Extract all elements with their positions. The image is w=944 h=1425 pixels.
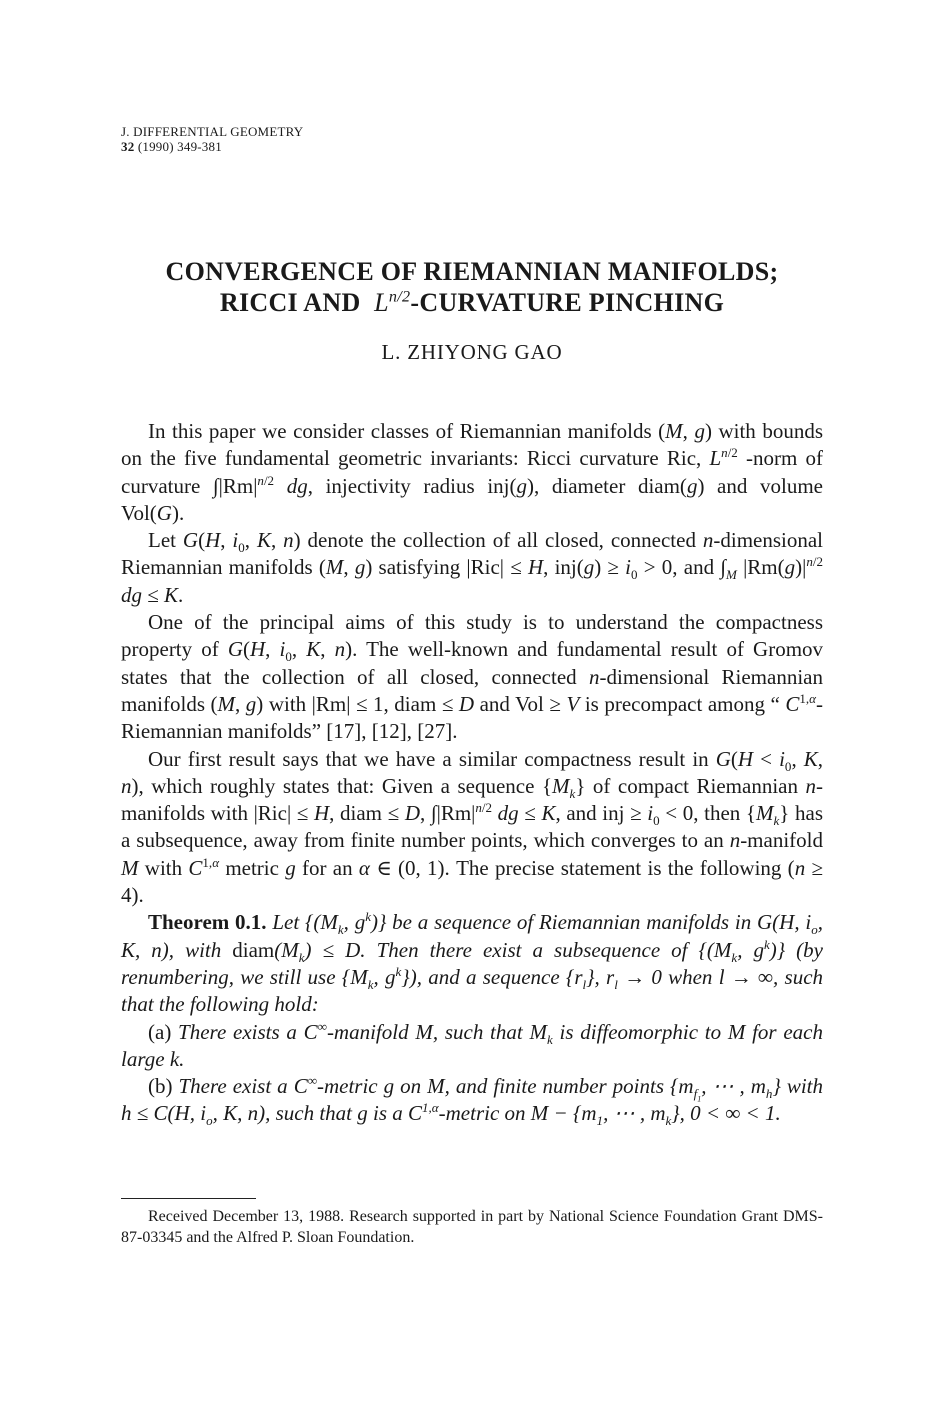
paper-body — [121, 418, 823, 1128]
footnote — [121, 1206, 823, 1248]
author: L. ZHIYONG GAO — [381, 340, 563, 364]
footnote-rule — [121, 1198, 256, 1199]
footnote-text: Received December 13, 1988. Research supported in part by National Science Foundation Grant DMS-87-03345 and the Alfred P. Sloan Foundation. — [121, 1208, 823, 1246]
paragraph-definition: Let G(H, $i_0$, K, n) denote the collection of all closed, connected n-dimensional Riemannian manifolds (M, g) satisfying |Ric| ≤ H, $inj(g) \ge i_0 > 0$, and $\int_M$ $|Rm(g)|^{n/2}$ dg ≤ K. — [121, 528, 824, 607]
theorem-item-a: (a) There exists a C∞-manifold M, such that $M_k$ is diffeomorphic to M for each large k. — [121, 1018, 823, 1071]
theorem-item-b: (b) There exist a C∞-metric g on M, and finite number points {$m_{f_1}$, ⋯ , $m_h$} with h ≤ C(H, $i_o$, K, n), such that g is a $C^{1,\alpha}$-metric on $M - \{m_1$, ⋯ , $m_k$}, 0 < ∞ < 1. — [121, 1073, 824, 1129]
paragraph-aims: One of the principal aims of this study is to understand the compactness property of G(H, $i_0$, K, n). The well-known and fundamental result of Gromov states that the collection of all closed, connected n-dimensional Riemannian manifolds (M, g) with |Rm| ≤ 1, diam ≤ D and Vol ≥ V is precompact among “ $C^{1,\alpha}$-Riemannian manifolds” [17], [12], [27]. — [121, 610, 824, 744]
title-line-2: RICCI AND $L^{n/2}$-CURVATURE PINCHING — [219, 288, 725, 317]
theorem-0-1: Theorem 0.1. Let {($M_k$, $g^k$)} be a sequence of Riemannian manifolds in G(H, $i_o$, K, n), with $diam(M_k) \le D$. Then there exist a subsequence of {($M_k$, $g^k$)} (by renumbering, we still use {$M_k$, $g^k$}), and a sequence $\{r_l\}$, $r_l \to 0$ when l → ∞, such that the following hold: — [121, 909, 824, 1017]
journal-header — [121, 124, 303, 154]
journal-volume: 32 — [121, 139, 135, 154]
title-line-1: CONVERGENCE OF RIEMANNIAN MANIFOLDS; — [165, 257, 779, 286]
journal-name: J. DIFFERENTIAL GEOMETRY — [121, 124, 304, 139]
paragraph-intro: In this paper we consider classes of Riemannian manifolds (M, g) with bounds on the five fundamental geometric invariants: Ricci curvature Ric, $L^{n/2}$ -norm of curvature $\int|Rm|^{n/2}$ dg, injectivity radius inj(g), diameter diam(g) and volume Vol(G). — [121, 419, 824, 525]
theorem-label: Theorem 0.1. — [148, 910, 267, 935]
journal-volume-line — [121, 139, 303, 154]
journal-year-pages: (1990) 349-381 — [137, 139, 222, 154]
paper-title — [0, 256, 944, 318]
paragraph-first-result: Our first result says that we have a similar compactness result in $G(H < i_0$, K, n), which roughly states that: Given a sequence $\{M_k\}$ of compact Riemannian n-manifolds with |Ric| ≤ H, diam ≤ D, $\int|Rm|^{n/2}$ dg ≤ K, and inj ≥ $i_0 < 0$, then $\{M_k\}$ has a subsequence, away from finite number points, which converges to an n-manifold M with $C^{1,\alpha}$ metric g for an α ∈ (0, 1). The precise statement is the following (n ≥ 4). — [121, 746, 824, 908]
